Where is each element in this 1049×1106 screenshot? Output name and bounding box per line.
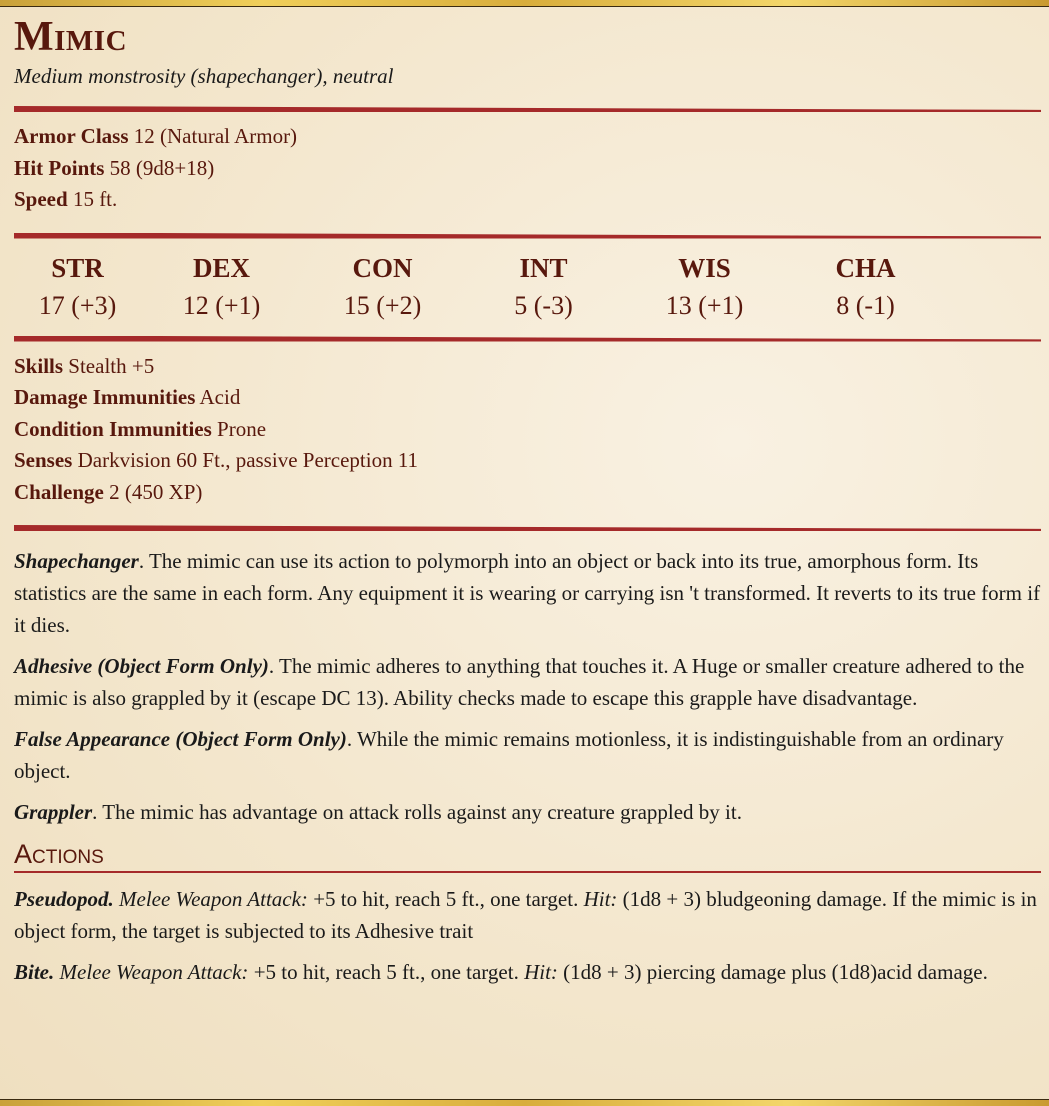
property-value: Acid: [199, 385, 241, 409]
property-label: Challenge: [14, 479, 104, 504]
ability-scores: [14, 248, 1041, 324]
action-damage: (1d8 + 3) bludgeoning damage. If the mimic is in object form, the target is subjected to its Adhesive trait: [14, 886, 1037, 943]
property-line: [14, 477, 1041, 509]
action-text: +5 to hit, reach 5 ft., one target.: [307, 886, 584, 911]
action-name: Bite.: [14, 959, 55, 984]
trait-name: Grappler: [14, 800, 93, 824]
ability-name: STR: [51, 252, 104, 283]
bottom-border: [0, 1099, 1049, 1106]
ability-value: 13 (+1): [665, 290, 744, 320]
property-label: Armor Class: [14, 124, 129, 148]
divider: [14, 525, 1041, 531]
ability-name: WIS: [678, 252, 731, 283]
action-damage: (1d8 + 3) piercing damage plus (1d8)acid damage.: [557, 959, 988, 984]
divider: [14, 336, 1041, 342]
property-line: [14, 414, 1041, 446]
actions-heading: Actions: [14, 839, 104, 869]
hit-label: Hit:: [583, 886, 618, 911]
trait: [14, 796, 1041, 828]
property-value: Stealth +5: [68, 353, 155, 378]
trait-name: Shapechanger: [14, 549, 139, 573]
trait: [14, 545, 1041, 641]
divider: [14, 233, 1041, 239]
property-label: Damage Immunities: [14, 385, 196, 409]
ability-value: 5 (-3): [514, 290, 573, 320]
property-value: 15 ft.: [72, 187, 118, 211]
hit-label: Hit:: [524, 959, 558, 984]
ability-name: INT: [519, 252, 568, 283]
trait-name: False Appearance (Object Form Only): [14, 727, 347, 751]
property-line: [14, 351, 1041, 383]
action: [14, 956, 1041, 988]
property-line: [14, 153, 1041, 185]
property-label: Senses: [14, 448, 73, 472]
ability-name: DEX: [192, 252, 250, 283]
trait: [14, 650, 1041, 714]
property-value: Darkvision 60 Ft., passive Perception 11: [77, 448, 419, 472]
action: [14, 883, 1041, 947]
trait-name: Adhesive (Object Form Only): [14, 654, 269, 678]
ability-name: CON: [352, 252, 413, 283]
ability-con: [302, 248, 463, 324]
property-line: [14, 445, 1041, 477]
property-line: [14, 184, 1041, 216]
divider: [14, 106, 1041, 112]
trait-text: . While the mimic remains motionless, it is indistinguishable from an ordinary object.: [14, 727, 1004, 783]
property-value: Prone: [217, 416, 267, 441]
trait-text: . The mimic adheres to anything that touches it. A Huge or smaller creature adhered to the mimic is also grappled by it (escape DC 13). Ability checks made to escape this grapple have disadvantage.: [14, 654, 1025, 710]
attack-type: Melee Weapon Attack:: [59, 959, 249, 984]
ability-int: [463, 248, 624, 324]
trait-text: . The mimic has advantage on attack rolls against any creature grappled by it.: [92, 800, 742, 824]
property-label: Condition Immunities: [14, 416, 212, 441]
ability-value: 15 (+2): [343, 290, 422, 320]
action-name: Pseudopod.: [14, 886, 114, 911]
ability-dex: [141, 248, 302, 324]
ability-name: CHA: [835, 252, 896, 283]
property-line: [14, 121, 1041, 153]
trait: [14, 723, 1041, 787]
monster-name: Mimic: [14, 14, 128, 60]
property-line: [14, 382, 1041, 414]
ability-cha: [785, 248, 946, 324]
property-label: Hit Points: [14, 155, 105, 180]
ability-str: [14, 248, 141, 324]
ability-value: 8 (-1): [836, 290, 895, 320]
ability-wis: [624, 248, 785, 324]
trait-text: . The mimic can use its action to polymorph into an object or back into its true, amorphous form. Its statistics are the same in each form. Any equipment it is wearing or carrying isn 't transformed. It reverts to its true form if it dies.: [14, 549, 1041, 637]
monster-meta: Medium monstrosity (shapechanger), neutral: [14, 64, 394, 88]
ability-value: 17 (+3): [38, 290, 117, 320]
property-label: Speed: [14, 187, 68, 211]
actions-divider: [14, 871, 1041, 873]
attack-type: Melee Weapon Attack:: [119, 886, 308, 911]
property-value: 2 (450 XP): [109, 479, 203, 504]
ability-value: 12 (+1): [182, 290, 261, 320]
action-text: +5 to hit, reach 5 ft., one target.: [248, 959, 525, 984]
property-value: 12 (Natural Armor): [133, 124, 298, 148]
top-border: [0, 0, 1049, 7]
property-label: Skills: [14, 353, 64, 378]
property-value: 58 (9d8+18): [109, 155, 215, 180]
